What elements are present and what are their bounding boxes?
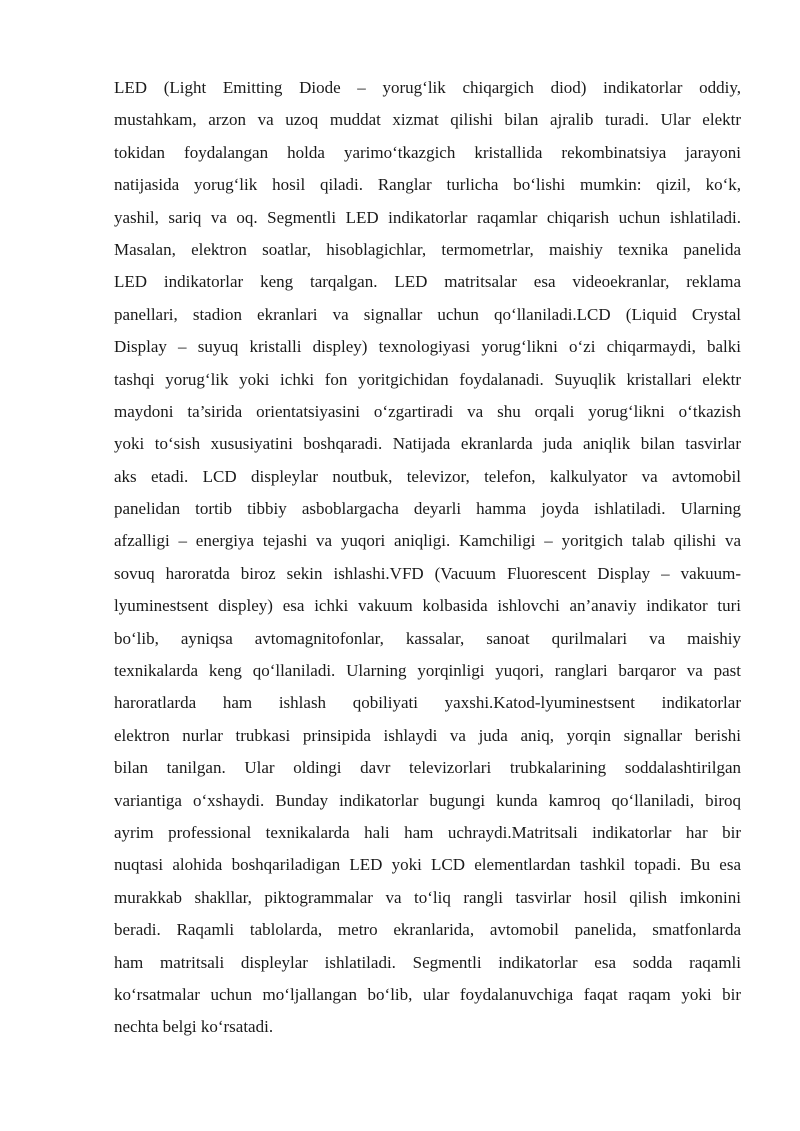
text-line: bo‘lib, ayniqsa avtomagnitofonlar, kassalar, sanoat qurilmalari va maishiy: [114, 628, 741, 648]
text-line: ko‘rsatmalar uchun mo‘ljallangan bo‘lib, ular foydalanuvchiga faqat raqam yoki bir: [114, 984, 741, 1004]
text-line: Masalan, elektron soatlar, hisoblagichlar, termometrlar, maishiy texnika panelida: [114, 239, 741, 259]
text-line: afzalligi – energiya tejashi va yuqori aniqligi. Kamchiligi – yoritgich talab qilishi va: [114, 531, 741, 551]
text-line: ham matritsali displeylar ishlatiladi. Segmentli indikatorlar esa sodda raqamli: [114, 952, 741, 972]
text-line: mustahkam, arzon va uzoq muddat xizmat qilishi bilan ajralib turadi. Ular elektr: [114, 110, 741, 130]
text-line: bilan tanilgan. Ular oldingi davr televizorlari trubkalarining soddalashtirilgan: [114, 758, 741, 778]
text-line: murakkab shakllar, piktogrammalar va to‘liq rangli tasvirlar hosil qilish imkonini: [114, 887, 741, 907]
body-paragraph: [114, 72, 741, 1044]
text-line: panellari, stadion ekranlari va signallar uchun qo‘llaniladi.LCD (Liquid Crystal: [114, 304, 741, 324]
text-line: yashil, sariq va oq. Segmentli LED indikatorlar raqamlar chiqarish uchun ishlatiladi.: [114, 207, 741, 227]
text-line: texnikalarda keng qo‘llaniladi. Ularning yorqinligi yuqori, ranglari barqaror va past: [114, 661, 741, 681]
text-line: Display – suyuq kristalli displey) texnologiyasi yorug‘likni o‘zi chiqarmaydi, balki: [114, 337, 741, 357]
text-line: sovuq haroratda biroz sekin ishlashi.VFD (Vacuum Fluorescent Display – vakuum-: [114, 563, 741, 583]
text-line: maydoni ta’sirida orientatsiyasini o‘zgartiradi va shu orqali yorug‘likni o‘tkazish: [114, 401, 741, 421]
text-line: haroratlarda ham ishlash qobiliyati yaxshi.Katod-lyuminestsent indikatorlar: [114, 693, 741, 713]
text-line: variantiga o‘xshaydi. Bunday indikatorlar bugungi kunda kamroq qo‘llaniladi, biroq: [114, 790, 741, 810]
text-line: tokidan foydalangan holda yarimo‘tkazgich kristallida rekombinatsiya jarayoni: [114, 142, 741, 162]
text-line: elektron nurlar trubkasi prinsipida ishlaydi va juda aniq, yorqin signallar berishi: [114, 725, 741, 745]
text-line: LED (Light Emitting Diode – yorug‘lik chiqargich diod) indikatorlar oddiy,: [114, 78, 741, 97]
text-line: nuqtasi alohida boshqariladigan LED yoki LCD elementlardan tashkil topadi. Bu esa: [114, 855, 741, 875]
text-line: LED indikatorlar keng tarqalgan. LED matritsalar esa videoekranlar, reklama: [114, 272, 741, 292]
text-line: aks etadi. LCD displeylar noutbuk, televizor, telefon, kalkulyator va avtomobil: [114, 466, 741, 486]
text-line: ayrim professional texnikalarda hali ham uchraydi.Matritsali indikatorlar har bir: [114, 822, 741, 842]
text-line: beradi. Raqamli tablolarda, metro ekranlarida, avtomobil panelida, smatfonlarda: [114, 920, 741, 940]
text-line: yoki to‘sish xususiyatini boshqaradi. Natijada ekranlarda juda aniqlik bilan tasvirlar: [114, 434, 741, 454]
text-line: panelidan tortib tibbiy asboblargacha deyarli hamma joyda ishlatiladi. Ularning: [114, 499, 741, 519]
text-line: nechta belgi ko‘rsatadi.: [114, 1017, 274, 1037]
text-line: tashqi yorug‘lik yoki ichki fon yoritgichidan foydalanadi. Suyuqlik kristallari elektr: [114, 369, 741, 389]
text-line: lyuminestsent displey) esa ichki vakuum kolbasida ishlovchi an’anaviy indikator turi: [114, 596, 741, 616]
text-line: natijasida yorug‘lik hosil qiladi. Ranglar turlicha bo‘lishi mumkin: qizil, ko‘k,: [114, 175, 741, 195]
